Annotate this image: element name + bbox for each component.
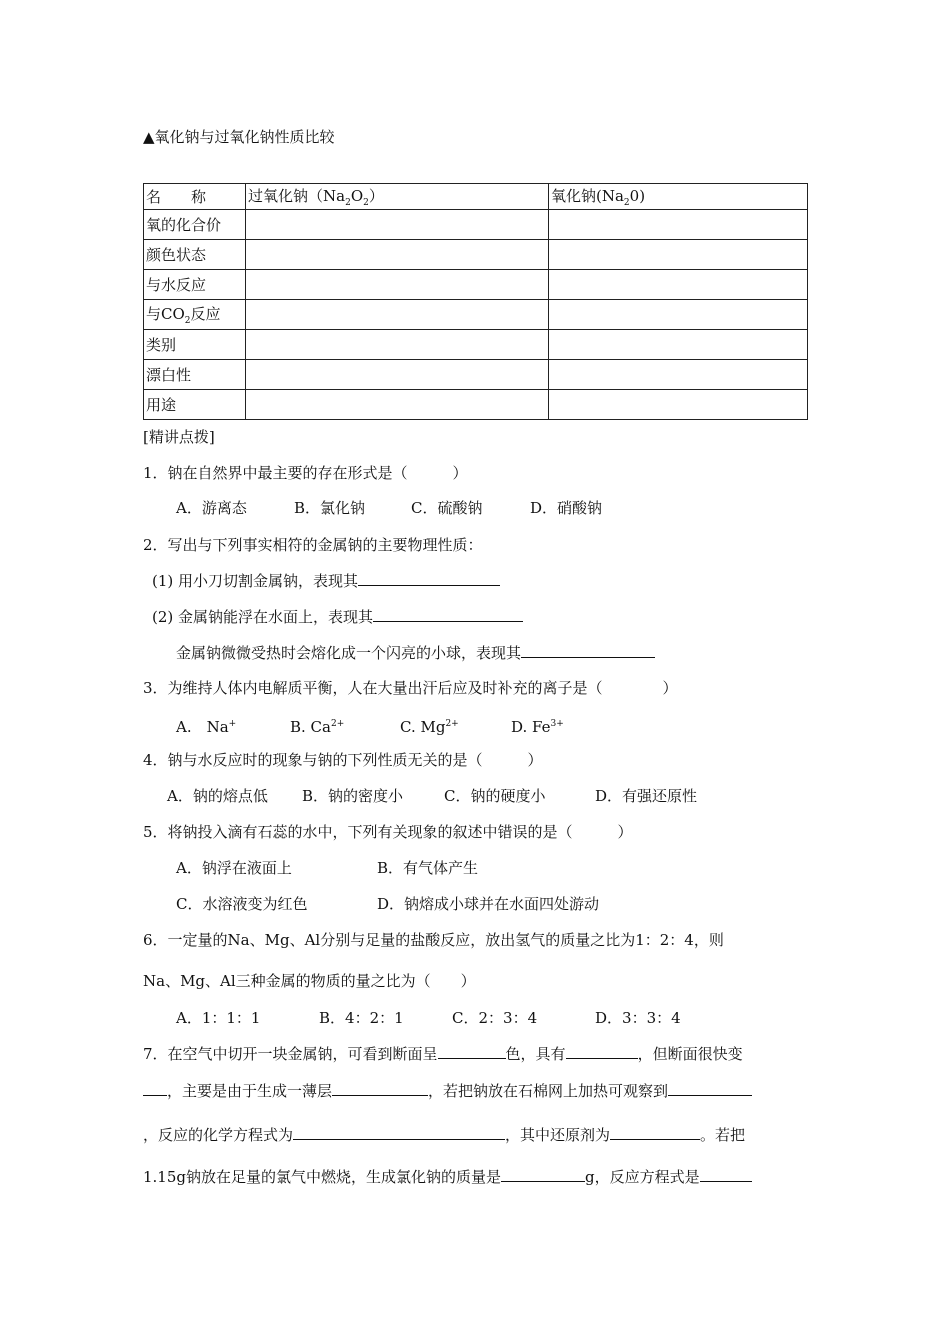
answer-cell[interactable] (246, 360, 549, 390)
answer-cell[interactable] (549, 360, 808, 390)
answer-blank[interactable] (700, 1167, 752, 1182)
q6-option-a[interactable]: A．1：1：1 (176, 1009, 261, 1027)
section-label: [精讲点拨] (143, 428, 215, 446)
answer-cell[interactable] (246, 300, 549, 330)
answer-blank[interactable] (293, 1125, 505, 1140)
question-4-stem: 4．钠与水反应时的现象与钠的下列性质无关的是（ ） (143, 751, 543, 769)
answer-cell[interactable] (549, 240, 808, 270)
q5-option-d[interactable]: D．钠熔成小球并在水面四处游动 (377, 895, 600, 913)
table-row (144, 330, 808, 360)
question-5-stem: 5．将钠投入滴有石蕊的水中，下列有关现象的叙述中错误的是（ ） (143, 823, 633, 841)
row-label: 氧的化合价 (144, 210, 246, 240)
answer-blank[interactable] (566, 1044, 638, 1059)
q3-option-d[interactable]: D. $Fe^{3+}$ (511, 718, 564, 736)
q2-part-2: (2) 金属钠能浮在水面上，表现其 (152, 607, 523, 627)
header-na2o2: 过氧化钠$(Na_2O_2)$ (246, 184, 549, 210)
answer-cell[interactable] (549, 330, 808, 360)
row-label: 类别 (144, 330, 246, 360)
question-1-stem: 1．钠在自然界中最主要的存在形式是（ ） (143, 464, 468, 482)
answer-cell[interactable] (549, 270, 808, 300)
header-name: 名 称 (144, 184, 246, 210)
table-row (144, 390, 808, 420)
q1-option-d[interactable]: D．硝酸钠 (530, 499, 603, 517)
answer-cell[interactable] (246, 240, 549, 270)
q6-option-c[interactable]: C．2：3：4 (452, 1009, 538, 1027)
question-6-stem-line-1: 6．一定量的Na、Mg、Al分别与足量的盐酸反应，放出氢气的质量之比为1：2：4，则 (143, 931, 724, 949)
row-label: 用途 (144, 390, 246, 420)
answer-cell[interactable] (246, 210, 549, 240)
answer-cell[interactable] (246, 390, 549, 420)
q4-option-c[interactable]: C．钠的硬度小 (444, 787, 546, 805)
q2-part-3: 金属钠微微受热时会熔化成一个闪亮的小球，表现其 (176, 643, 655, 663)
answer-blank[interactable] (501, 1167, 585, 1182)
q1-option-a[interactable]: A．游离态 (176, 499, 247, 517)
comparison-table (143, 183, 808, 420)
q5-option-c[interactable]: C．水溶液变为红色 (176, 895, 308, 913)
row-label: 与水反应 (144, 270, 246, 300)
section-heading: ▲氧化钠与过氧化钠性质比较 (143, 128, 335, 146)
q4-option-a[interactable]: A．钠的熔点低 (167, 787, 268, 805)
answer-blank[interactable] (143, 1081, 167, 1096)
answer-cell[interactable] (549, 300, 808, 330)
answer-blank[interactable] (358, 571, 500, 586)
q2-part-1: (1) 用小刀切割金属钠，表现其 (152, 571, 500, 591)
row-label: 颜色状态 (144, 240, 246, 270)
q4-option-d[interactable]: D．有强还原性 (595, 787, 698, 805)
q5-option-b[interactable]: B．有气体产生 (377, 859, 479, 877)
table-row (144, 270, 808, 300)
row-label: 漂白性 (144, 360, 246, 390)
q3-option-c[interactable]: C. $Mg^{2+}$ (400, 718, 459, 736)
answer-cell[interactable] (246, 270, 549, 300)
header-na2o: 氧化钠$(Na_20)$ (549, 184, 808, 210)
answer-cell[interactable] (246, 330, 549, 360)
table-row (144, 210, 808, 240)
table-header-row (144, 184, 808, 210)
answer-blank[interactable] (521, 643, 655, 658)
question-7-line-1: 7．在空气中切开一块金属钠，可看到断面呈 色，具有 ，但断面很快变 (143, 1045, 743, 1063)
question-2-stem: 2．写出与下列事实相符的金属钠的主要物理性质： (143, 536, 483, 554)
question-6-stem-line-2: Na、Mg、Al三种金属的物质的量之比为（ ） (143, 972, 476, 990)
question-7-line-2: ，主要是由于生成一薄层 ，若把钠放在石棉网上加热可观察到 (143, 1081, 752, 1101)
answer-blank[interactable] (668, 1081, 752, 1096)
q5-option-a[interactable]: A．钠浮在液面上 (176, 859, 292, 877)
q3-option-a[interactable]: A. Na+ (176, 718, 237, 736)
q4-option-b[interactable]: B．钠的密度小 (302, 787, 404, 805)
q6-option-b[interactable]: B．4：2：1 (319, 1009, 404, 1027)
answer-cell[interactable] (549, 390, 808, 420)
table-row (144, 300, 808, 330)
row-label: 与$CO_2$反应 (144, 300, 246, 330)
table-row (144, 360, 808, 390)
question-3-stem: 3．为维持人体内电解质平衡，人在大量出汗后应及时补充的离子是（ ） (143, 679, 678, 697)
answer-blank[interactable] (332, 1081, 428, 1096)
answer-blank[interactable] (373, 607, 523, 622)
q3-option-b[interactable]: B. $Ca^{2+}$ (290, 718, 345, 736)
answer-blank[interactable] (438, 1044, 506, 1059)
q1-option-b[interactable]: B．氯化钠 (294, 499, 366, 517)
answer-blank[interactable] (610, 1125, 700, 1140)
question-7-line-4: 1.15g钠放在足量的氯气中燃烧，生成氯化钠的质量是 g，反应方程式是 (143, 1167, 752, 1187)
answer-cell[interactable] (549, 210, 808, 240)
question-7-line-3: ，反应的化学方程式为 ，其中还原剂为 。若把 (143, 1126, 746, 1144)
q1-option-c[interactable]: C．硫酸钠 (411, 499, 483, 517)
table-row (144, 240, 808, 270)
q6-option-d[interactable]: D．3：3：4 (595, 1009, 681, 1027)
